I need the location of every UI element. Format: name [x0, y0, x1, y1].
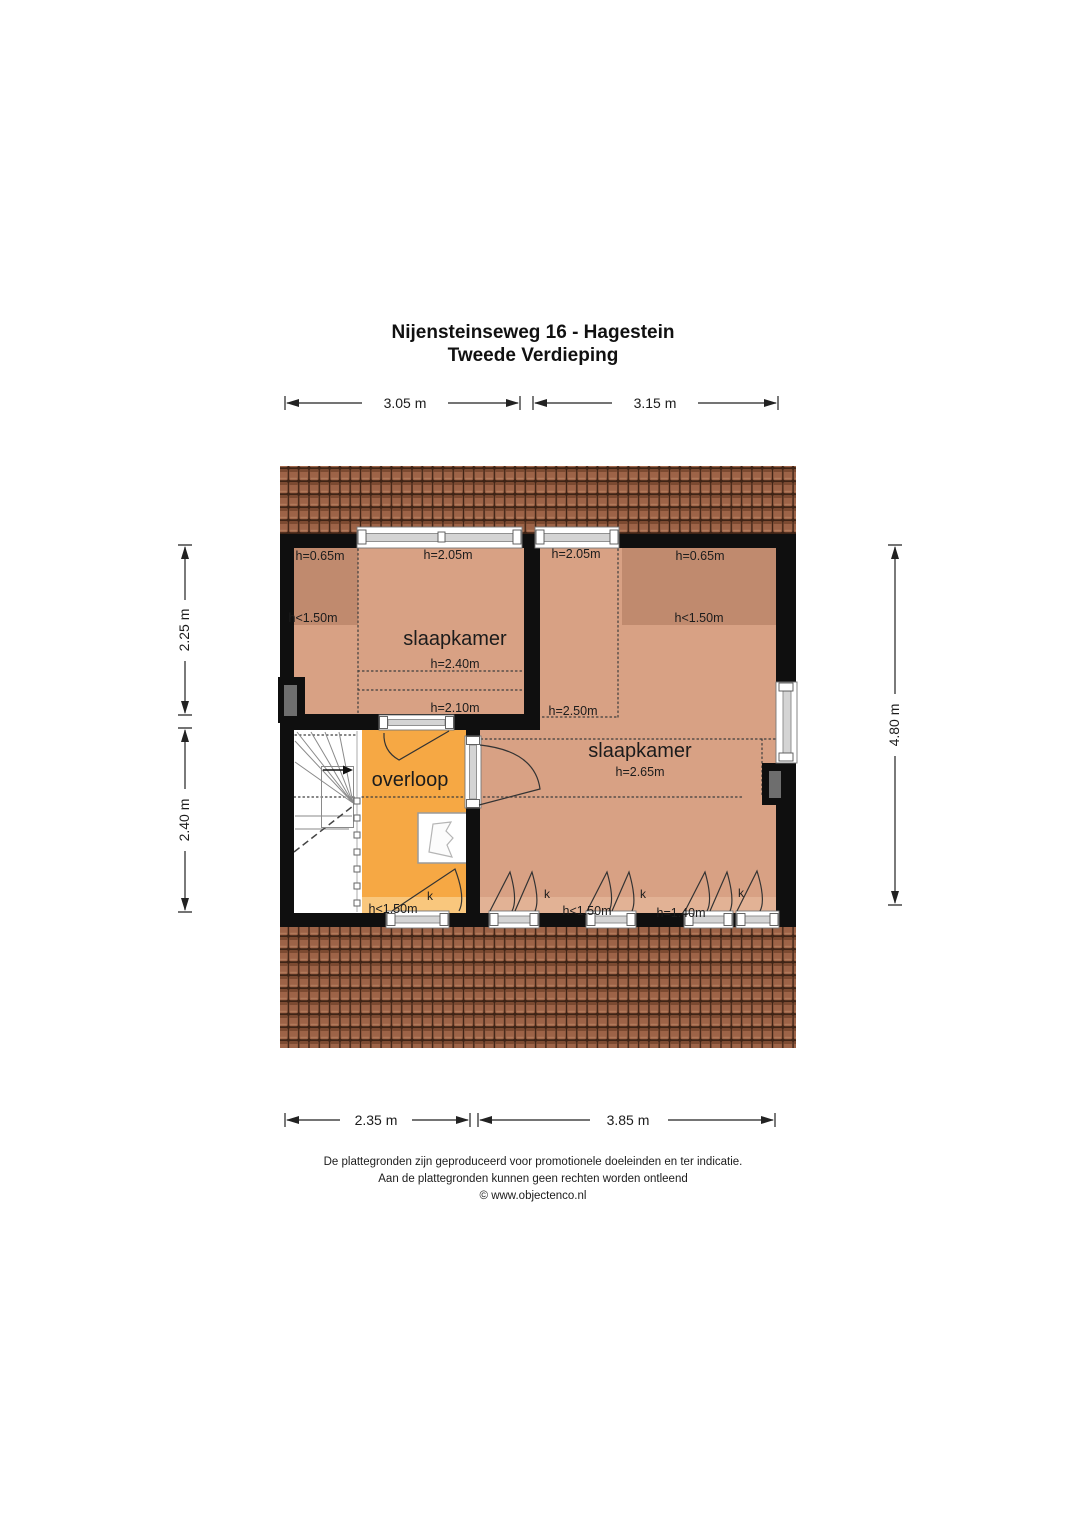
room-label-bedroom-left: slaapkamer	[403, 628, 507, 650]
height-label: h=0.65m	[295, 549, 345, 563]
height-label: h=0.65m	[675, 549, 725, 563]
room-label-bedroom-right: slaapkamer	[588, 740, 692, 762]
dimension-bottom-left	[285, 1112, 470, 1128]
roof-window-marker: k	[427, 889, 433, 903]
dimension-label: 3.15 m	[633, 395, 677, 411]
dimension-label: 4.80 m	[886, 703, 902, 747]
dimension-label: 3.05 m	[383, 395, 427, 411]
footer-line3: © www.objectenco.nl	[479, 1190, 587, 1202]
dimension-left-upper	[176, 545, 192, 715]
window-bottom-1	[489, 911, 539, 928]
dimension-label: 2.25 m	[176, 608, 192, 652]
dimension-label: 3.85 m	[606, 1112, 650, 1128]
wall-left	[280, 534, 294, 927]
bedroom-right-floor-ext	[480, 730, 540, 913]
height-label: h<1.50m	[368, 902, 418, 916]
dimension-left-lower	[176, 728, 192, 912]
window-top-left	[357, 527, 522, 548]
dimension-top-right	[533, 395, 778, 411]
window-bottom-4	[736, 911, 779, 928]
footer-line2: Aan de plattegronden kunnen geen rechten worden ontleend	[378, 1173, 688, 1185]
dimension-right	[886, 545, 902, 905]
height-label: h=2.05m	[423, 548, 473, 562]
height-label: h<1.50m	[288, 611, 338, 625]
window-right	[776, 682, 797, 763]
dimension-bottom-right	[478, 1112, 775, 1128]
window-top-right	[535, 527, 619, 548]
page-title: Nijensteinseweg 16 - Hagestein	[391, 322, 675, 343]
height-label: h=2.40m	[430, 657, 480, 671]
dimension-label: 2.35 m	[354, 1112, 398, 1128]
page-subtitle: Tweede Verdieping	[447, 345, 619, 366]
roof-texture-bottom	[280, 920, 796, 1048]
footer-line1: De plattegronden zijn geproduceerd voor promotionele doeleinden en ter indicatie.	[323, 1156, 743, 1168]
closet	[418, 813, 467, 863]
roof-window-marker: k	[640, 887, 646, 901]
room-label-landing: overloop	[371, 769, 449, 791]
height-label: h=2.10m	[430, 701, 480, 715]
height-label: h<1.50m	[674, 611, 724, 625]
stairwell-floor	[294, 730, 362, 913]
roof-texture-top	[280, 466, 796, 536]
height-label: h=2.05m	[551, 547, 601, 561]
roof-window-marker: k	[738, 886, 744, 900]
height-label: h=2.65m	[615, 765, 665, 779]
height-label: h=2.50m	[548, 704, 598, 718]
wall-room-divider	[524, 534, 540, 730]
roof-window-marker: k	[544, 887, 550, 901]
height-label: h<1.50m	[562, 904, 612, 918]
height-label: h=1.40m	[656, 906, 706, 920]
dimension-top-left	[285, 395, 520, 411]
footer	[324, 1156, 743, 1202]
dimension-label: 2.40 m	[176, 798, 192, 842]
